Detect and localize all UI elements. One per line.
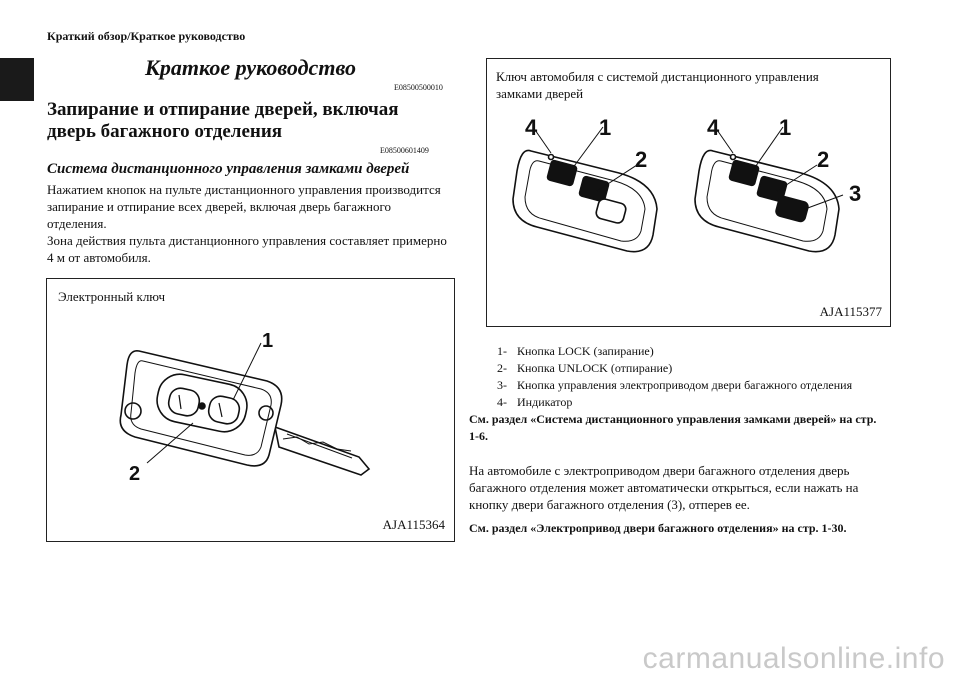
cross-reference: См. раздел «Система дистанционного управления замками дверей» на стр. 1-6. (469, 412, 877, 443)
legend-item: 2- Кнопка UNLOCK (отпирание) (497, 361, 673, 375)
subsection-title: Система дистанционного управления замками дверей (47, 161, 410, 177)
section-code: E08500601409 (380, 146, 429, 155)
callout-2: 2 (635, 147, 648, 172)
watermark: carmanualsonline.info (642, 642, 945, 675)
callout-3: 3 (849, 181, 862, 206)
legend-item: 4- Индикатор (497, 395, 573, 409)
figure-caption: Ключ автомобиля с системой дистанционного управления замками дверей (496, 69, 819, 101)
legend-item: 1- Кнопка LOCK (запирание) (497, 344, 654, 358)
legend-item: 3- Кнопка управления электроприводом двери багажного отделения (497, 378, 853, 392)
intro-paragraph: Зона действия пульта дистанционного управления составляет примерно 4 м от автомобиля. (47, 233, 447, 265)
figure-id: AJA115364 (382, 517, 445, 532)
section-title: Запирание и отпирание дверей, включая дверь багажного отделения (47, 99, 399, 142)
callout-1: 1 (262, 330, 274, 352)
legend-list (497, 343, 897, 411)
key-fob-a (513, 127, 657, 252)
callout-1: 1 (599, 115, 612, 140)
figure-caption: Электронный ключ (58, 289, 166, 304)
title-code: E08500500010 (394, 83, 443, 92)
chapter-tab (0, 58, 34, 101)
callout-1: 1 (779, 115, 792, 140)
callout-2: 2 (817, 147, 830, 172)
running-header: Краткий обзор/Краткое руководство (47, 29, 246, 43)
callout-2: 2 (129, 463, 141, 485)
callout-4: 4 (707, 115, 720, 140)
intro-paragraph: Нажатием кнопок на пульте дистанционного управления производится запирание и отпирание всех дверей, включая дверь багажного отделения. (47, 182, 441, 231)
cross-reference: См. раздел «Электропривод двери багажного отделения» на стр. 1-30. (469, 521, 847, 535)
tailgate-note: На автомобиле с электроприводом двери багажного отделения дверь багажного отделения может автоматически открыться, если нажать на кнопку двери багажного отделения (3), отперев ее. (469, 463, 859, 512)
callout-4: 4 (525, 115, 538, 140)
key-fob-illustration (487, 59, 890, 326)
intro-text (47, 181, 447, 266)
key-fob-b (695, 127, 843, 252)
electronic-key-figure (46, 278, 455, 542)
page-title: Краткое руководство (145, 55, 356, 80)
figure-id: AJA115377 (819, 304, 882, 319)
remote-key-figure (486, 58, 891, 327)
electronic-key-illustration (47, 279, 454, 541)
